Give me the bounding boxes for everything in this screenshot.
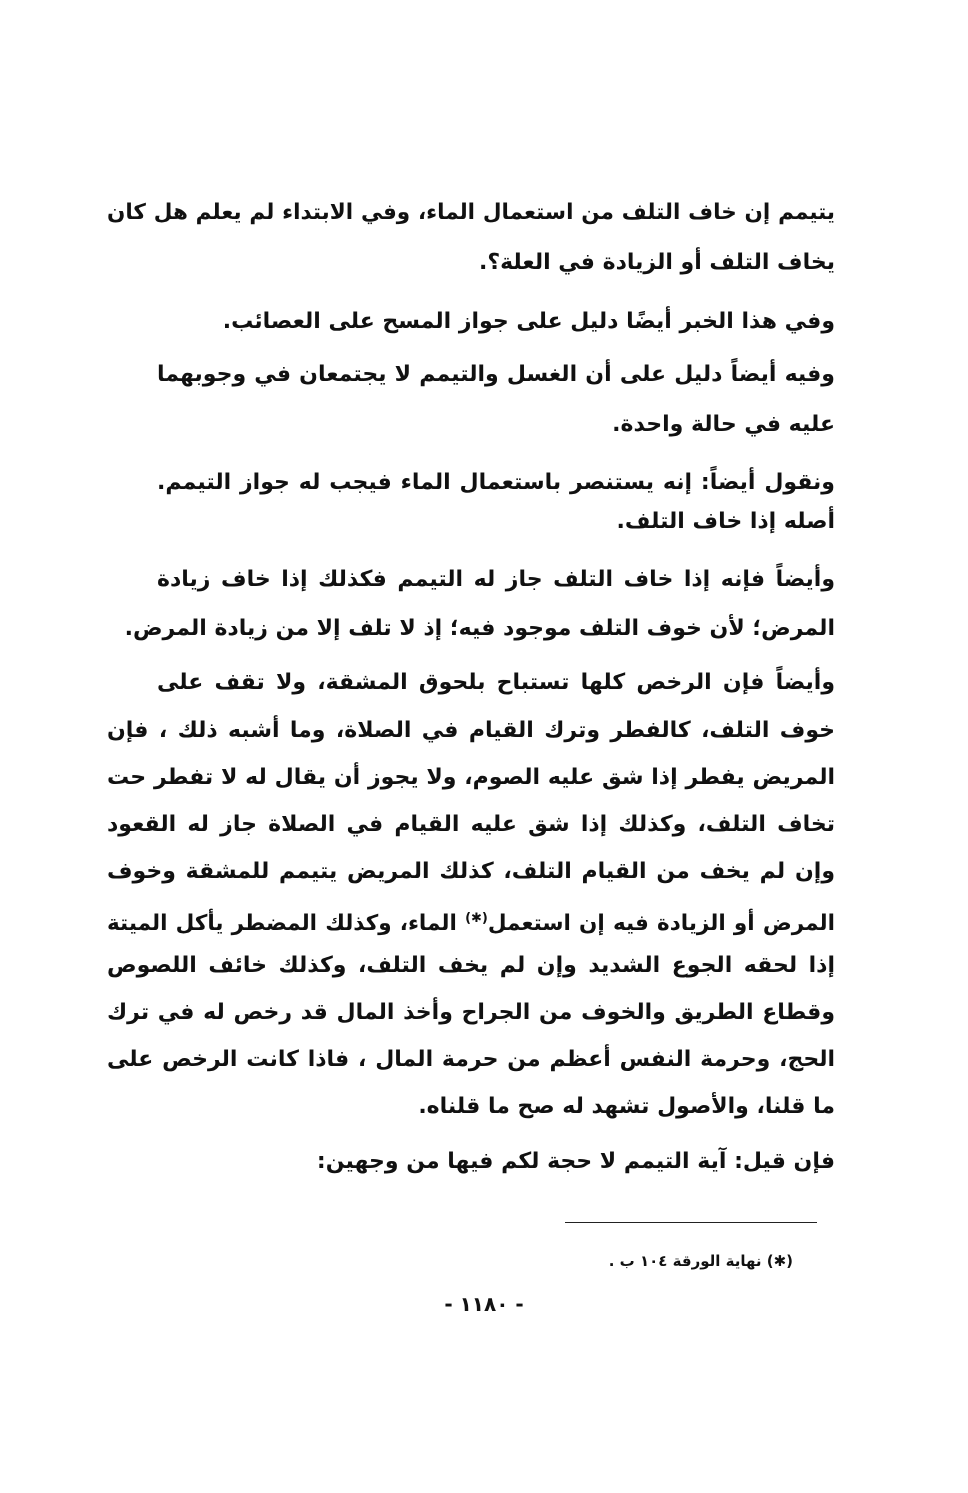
text-line <box>107 410 835 440</box>
page-number: - ١١٨٠ - <box>444 1292 524 1316</box>
text-line <box>107 951 835 981</box>
line-text: وإن لم يخف من القيام التلف، كذلك المريض يتيمم للمشقة وخوف <box>107 859 835 884</box>
lead-phrase: ونقول أيضاً <box>709 470 835 495</box>
footnote-text: نهاية الورقة ١٠٤ ب . <box>608 1252 767 1270</box>
text-line <box>107 810 835 840</box>
paragraph-first-line <box>157 668 835 698</box>
text-line <box>107 248 835 278</box>
line-text: : آية التيمم لا حجة لكم فيها من وجهين: <box>316 1149 743 1174</box>
lead-phrase: وفي هذا <box>741 309 835 334</box>
line-text: : إنه يستنصر باستعمال الماء فيجب له جواز التيمم. <box>157 470 710 495</box>
text-line <box>107 614 835 644</box>
text-line <box>107 1045 835 1075</box>
lead-phrase: وأيضاً <box>775 670 835 695</box>
text-line <box>107 716 835 746</box>
line-text: الماء، وكذلك المضطر يأكل الميتة <box>107 911 466 937</box>
text-line <box>107 904 835 939</box>
footnote <box>609 1252 793 1270</box>
line-text: الحج، وحرمة النفس أعظم من حرمة المال ، فاذا كانت الرخص على <box>107 1047 835 1072</box>
text-line <box>107 857 835 887</box>
line-text: دليل على أن الغسل والتيمم لا يجتمعان في وجوبهما <box>157 362 731 387</box>
line-text: فإن الرخص كلها تستباح بلحوق المشقة، ولا تقف على <box>157 670 776 695</box>
paragraph-first-line <box>157 565 835 595</box>
line-text: أصله إذا خاف التلف. <box>616 509 835 534</box>
text-line <box>107 1092 835 1122</box>
paragraph-first-line <box>157 307 835 337</box>
line-text: يخاف التلف أو الزيادة في العلة؟. <box>478 250 835 275</box>
text-line <box>107 198 835 228</box>
lead-phrase: فإن قيل <box>742 1149 835 1174</box>
footnote-marker: (✱) <box>766 1252 793 1270</box>
line-text: المرض؛ لأن خوف التلف موجود فيه؛ إذ لا تلف إلا من زيادة المرض. <box>124 616 835 641</box>
text-line <box>107 763 835 793</box>
lead-phrase: وأيضاً <box>775 567 835 592</box>
line-text: وقطاع الطريق والخوف من الجراح وأخذ المال قد رخص له في ترك <box>107 1000 835 1025</box>
line-text: فإنه إذا خاف التلف جاز له التيمم فكذلك إذا خاف زيادة <box>157 567 776 592</box>
line-text: يتيمم إن خاف التلف من استعمال الماء، وفي الابتداء لم يعلم هل كان <box>107 200 835 225</box>
footnote-marker: (✱) <box>465 911 488 926</box>
footnote-divider <box>565 1222 817 1223</box>
line-text: المرض أو الزيادة فيه إن استعمل <box>487 911 835 937</box>
text-line <box>107 998 835 1028</box>
paragraph-first-line <box>157 468 835 498</box>
paragraph-first-line <box>157 1147 835 1177</box>
text-line <box>107 507 835 537</box>
line-text: تخاف التلف، وكذلك إذا شق عليه القيام في الصلاة جاز له القعود <box>107 812 835 837</box>
paragraph-first-line <box>157 360 835 390</box>
line-text: إذا لحقه الجوع الشديد وإن لم يخف التلف، وكذلك خائف اللصوص <box>107 953 835 978</box>
line-text: خوف التلف، كالفطر وترك القيام في الصلاة، وما أشبه ذلك ، فإن <box>107 718 835 743</box>
line-text: المريض يفطر إذا شق عليه الصوم، ولا يجوز أن يقال له لا تفطر حت <box>107 765 835 790</box>
lead-phrase: وفيه أيضاً <box>730 362 835 387</box>
line-text: الخبر أيضًا دليل على جواز المسح على العصائب. <box>222 309 742 334</box>
line-text: عليه في حالة واحدة. <box>612 412 835 437</box>
line-text: ما قلنا، والأصول تشهد له صح ما قلناه. <box>418 1094 835 1119</box>
